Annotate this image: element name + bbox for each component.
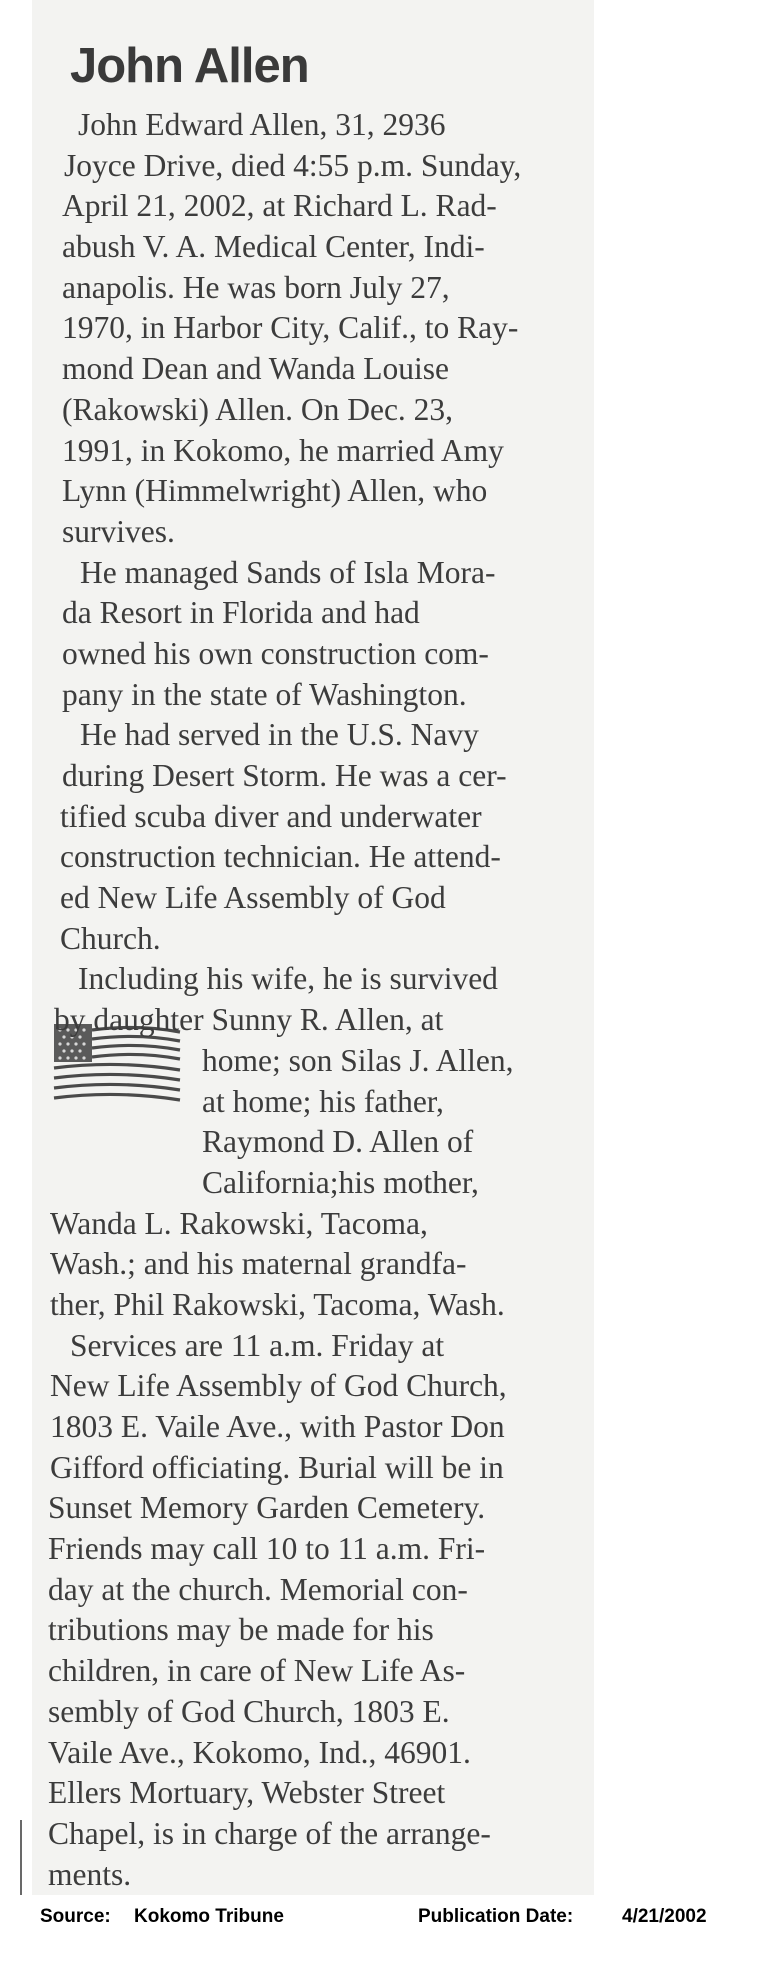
body-line: Vaile Ave., Kokomo, Ind., 46901.: [48, 1734, 471, 1770]
body-line: Services are 11 a.m. Friday at: [70, 1327, 445, 1363]
body-line: ed New Life Assembly of God: [60, 880, 446, 916]
body-line: Joyce Drive, died 4:55 p.m. Sunday,: [64, 147, 522, 183]
clipping-edge: [20, 1820, 22, 1895]
body-line: da Resort in Florida and had: [62, 595, 420, 631]
body-line: John Edward Allen, 31, 2936: [78, 107, 446, 142]
publication-date-label: Publication Date:: [418, 1906, 574, 1927]
body-line: mond Dean and Wanda Louise: [62, 351, 450, 387]
body-line: Wash.; and his maternal grandfa-: [50, 1246, 467, 1282]
obituary-headline: John Allen: [70, 39, 309, 93]
body-line: tributions may be made for his: [48, 1612, 434, 1648]
body-line: Lynn (Himmelwright) Allen, who: [62, 473, 488, 509]
body-line: ments.: [48, 1856, 132, 1892]
body-line: pany in the state of Washington.: [62, 676, 467, 712]
body-line: Church.: [60, 920, 161, 956]
body-line: 1970, in Harbor City, Calif., to Ray-: [62, 310, 519, 346]
body-line: sembly of God Church, 1803 E.: [48, 1693, 450, 1729]
body-line: He managed Sands of Isla Mora-: [80, 554, 496, 590]
body-line: construction technician. He attend-: [60, 839, 501, 875]
body-line: Wanda L. Rakowski, Tacoma,: [50, 1205, 428, 1241]
body-line: Chapel, is in charge of the arrange-: [48, 1815, 491, 1851]
body-line: (Rakowski) Allen. On Dec. 23,: [62, 391, 454, 427]
body-line: home; son Silas J. Allen,: [202, 1042, 514, 1078]
source-value: Kokomo Tribune: [134, 1906, 284, 1927]
body-line: Including his wife, he is survived: [78, 961, 498, 997]
obituary-body: [40, 105, 555, 1895]
body-line: 1803 E. Vaile Ave., with Pastor Don: [50, 1409, 505, 1444]
body-line: He had served in the U.S. Navy: [80, 717, 479, 753]
publication-date-value: 4/21/2002: [622, 1906, 707, 1927]
body-line: ther, Phil Rakowski, Tacoma, Wash.: [50, 1286, 505, 1322]
body-line: April 21, 2002, at Richard L. Rad-: [62, 188, 497, 224]
body-line: during Desert Storm. He was a cer-: [62, 758, 507, 793]
body-line: anapolis. He was born July 27,: [62, 269, 450, 305]
body-line: day at the church. Memorial con-: [48, 1571, 468, 1607]
body-line: 1991, in Kokomo, he married Amy: [62, 432, 504, 468]
body-line: tified scuba diver and underwater: [60, 798, 482, 834]
body-line: children, in care of New Life As-: [48, 1653, 466, 1689]
body-line: Gifford officiating. Burial will be in: [50, 1449, 504, 1485]
body-line: Raymond D. Allen of: [202, 1124, 474, 1160]
body-line: California;his mother,: [202, 1164, 479, 1200]
body-line: Ellers Mortuary, Webster Street: [48, 1775, 446, 1811]
source-label: Source:: [40, 1906, 111, 1927]
body-line: at home; his father,: [202, 1083, 444, 1119]
body-line: Friends may call 10 to 11 a.m. Fri-: [48, 1531, 486, 1567]
body-line: owned his own construction com-: [62, 635, 489, 671]
body-line: Sunset Memory Garden Cemetery.: [48, 1490, 486, 1526]
body-line: survives.: [62, 513, 175, 549]
body-line: by daughter Sunny R. Allen, at: [54, 1002, 444, 1038]
body-line: New Life Assembly of God Church,: [50, 1368, 507, 1404]
body-line: abush V. A. Medical Center, Indi-: [62, 229, 485, 265]
